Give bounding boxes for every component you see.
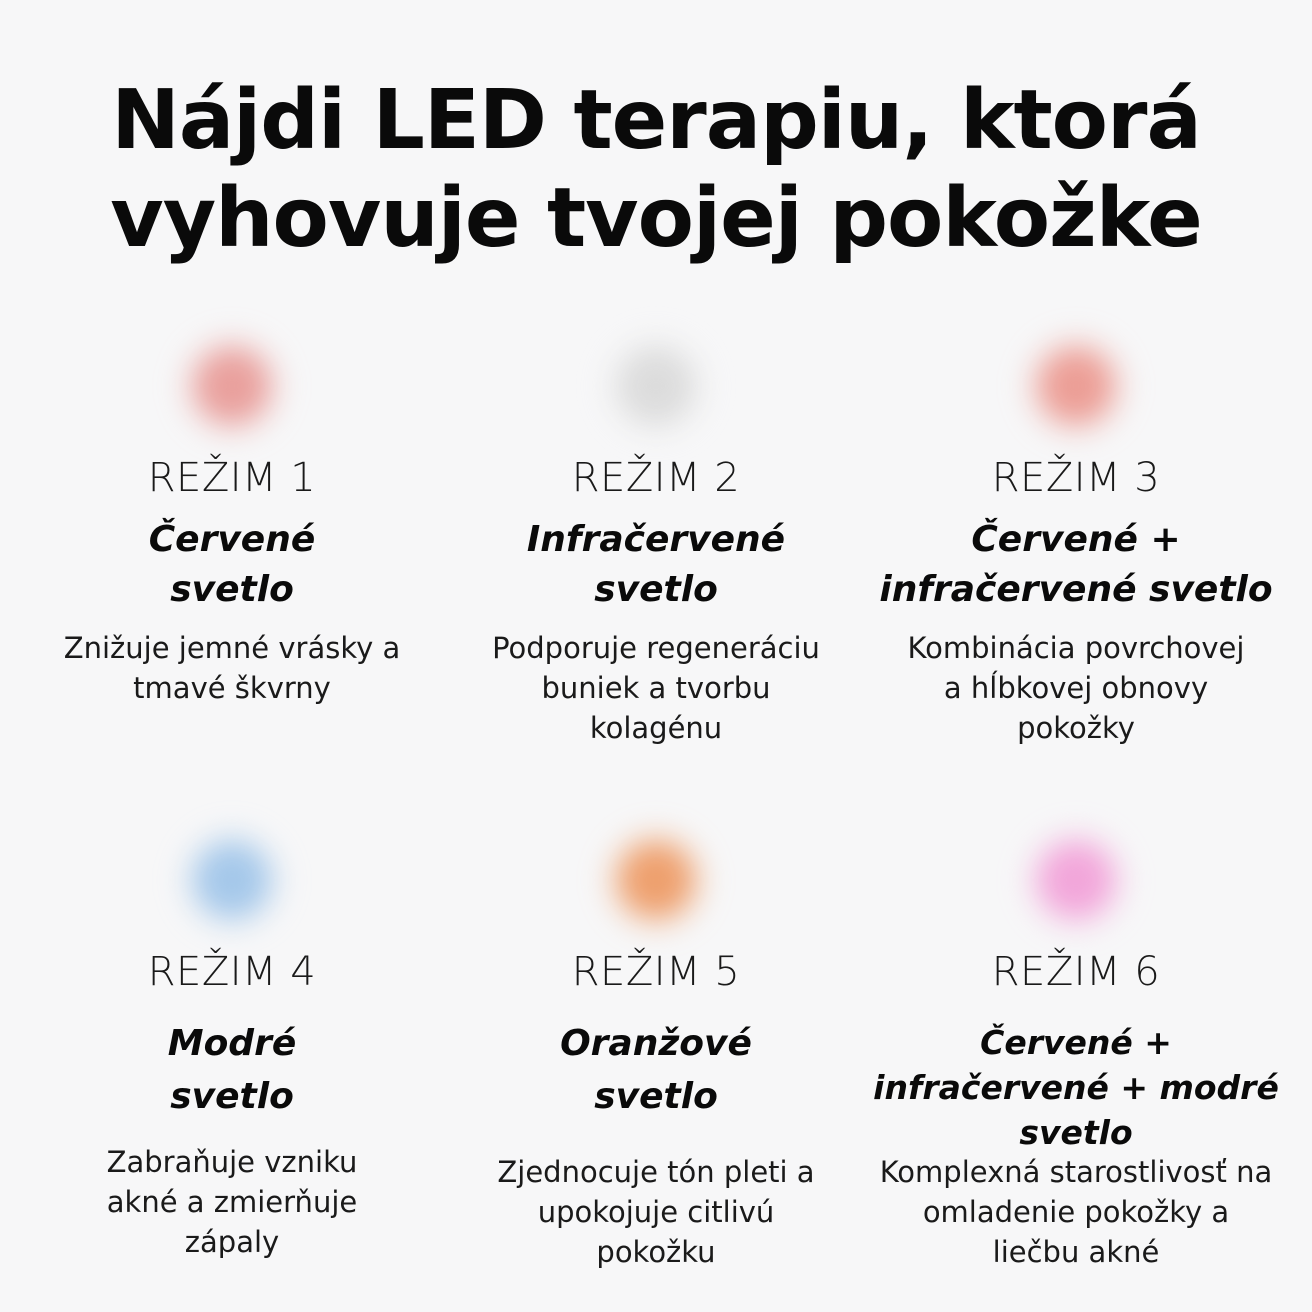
mode-name-line-1: Červené bbox=[148, 519, 316, 560]
mode-description-line-2: omladenie pokožky a bbox=[922, 1195, 1230, 1229]
mode-description-line-2: upokojuje citlivú bbox=[537, 1195, 775, 1229]
mode-label: REŽIM 1 bbox=[147, 455, 317, 501]
mode-description-line-2: tmavé škvrny bbox=[133, 671, 331, 705]
mode-name-line-2: svetlo bbox=[170, 569, 294, 610]
blue-light-glow-icon bbox=[204, 852, 260, 908]
page-title bbox=[0, 72, 1312, 268]
mode-label: REŽIM 6 bbox=[991, 949, 1161, 995]
mode-name-line-2: svetlo bbox=[594, 569, 718, 610]
mode-description-line-3: pokožky bbox=[1017, 711, 1135, 745]
mode-name-line-3: svetlo bbox=[1019, 1113, 1133, 1152]
mode-name-line-2: infračervené svetlo bbox=[879, 569, 1273, 610]
mode-label: REŽIM 3 bbox=[991, 455, 1161, 501]
mode-label: REŽIM 2 bbox=[571, 455, 741, 501]
mode-name-line-1: Oranžové bbox=[560, 1023, 752, 1064]
mode-description-line-2: a hĺbkovej obnovy bbox=[943, 671, 1209, 705]
mode-description-line-1: Zabraňuje vzniku bbox=[106, 1145, 358, 1179]
mode-name-line-1: Červené + bbox=[980, 1023, 1172, 1062]
mode-label: REŽIM 5 bbox=[571, 949, 741, 995]
red-infrared-blue-light-glow-icon bbox=[1048, 852, 1104, 908]
title-line-1: Nájdi LED terapiu, ktorá bbox=[111, 73, 1201, 168]
title-line-2: vyhovuje tvojej pokožke bbox=[110, 171, 1202, 266]
mode-description-line-1: Podporuje regeneráciu bbox=[492, 631, 820, 665]
mode-description-line-1: Komplexná starostlivosť na bbox=[879, 1155, 1273, 1189]
mode-description-line-1: Kombinácia povrchovej bbox=[907, 631, 1245, 665]
mode-card-6 bbox=[866, 852, 1286, 1282]
mode-name-line-1: Modré bbox=[167, 1023, 297, 1064]
mode-name-line-2: svetlo bbox=[170, 1076, 294, 1117]
mode-name-line-1: Infračervené bbox=[526, 519, 786, 560]
mode-description-line-3: pokožku bbox=[596, 1235, 716, 1269]
red-infrared-light-glow-icon bbox=[1048, 358, 1104, 414]
mode-card-1 bbox=[22, 358, 442, 718]
mode-name-line-2: svetlo bbox=[594, 1076, 718, 1117]
mode-card-5 bbox=[446, 852, 866, 1282]
mode-card-2 bbox=[446, 358, 866, 758]
mode-description-line-3: liečbu akné bbox=[992, 1235, 1160, 1269]
mode-description-line-3: kolagénu bbox=[589, 711, 723, 745]
mode-description-line-3: zápaly bbox=[184, 1225, 280, 1259]
red-light-glow-icon bbox=[204, 358, 260, 414]
orange-light-glow-icon bbox=[628, 852, 684, 908]
mode-card-4 bbox=[22, 852, 442, 1272]
mode-name-line-1: Červené + bbox=[971, 519, 1181, 560]
mode-description-line-1: Znižuje jemné vrásky a bbox=[63, 631, 401, 665]
mode-card-3 bbox=[866, 358, 1286, 758]
mode-label: REŽIM 4 bbox=[147, 949, 317, 995]
mode-name-line-2: infračervené + modré bbox=[873, 1068, 1279, 1107]
infrared-light-glow-icon bbox=[628, 358, 684, 414]
mode-description-line-2: akné a zmierňuje bbox=[106, 1185, 358, 1219]
mode-description-line-1: Zjednocuje tón pleti a bbox=[497, 1155, 815, 1189]
mode-description-line-2: buniek a tvorbu bbox=[541, 671, 771, 705]
